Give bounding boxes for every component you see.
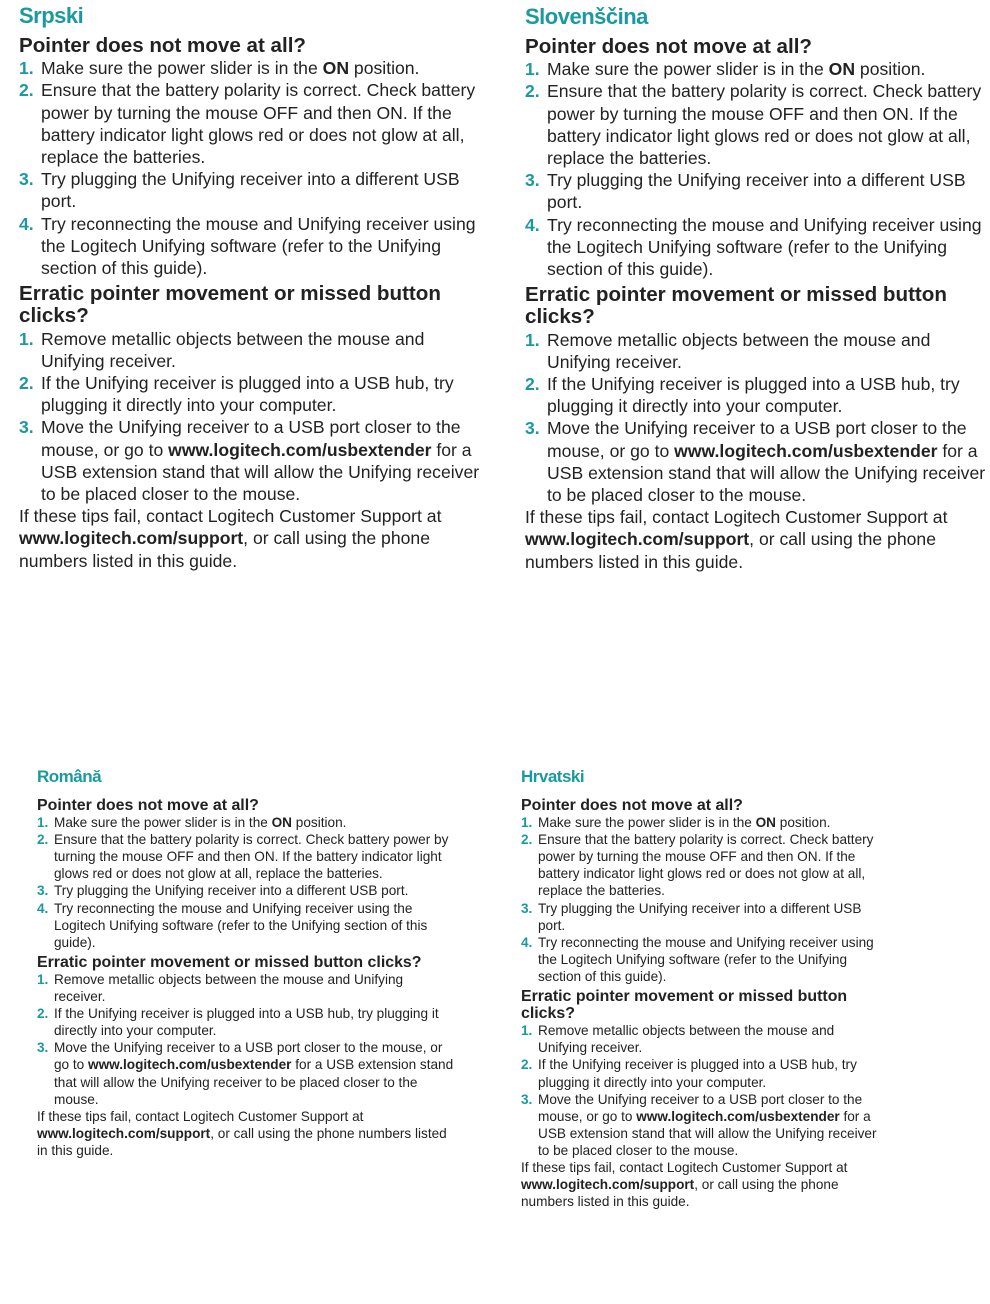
- bold-text: www.logitech.com/support: [19, 528, 244, 549]
- step-number: 3.: [37, 883, 49, 899]
- list-item: [19, 213, 489, 280]
- text-run: If the Unifying receiver is plugged into a USB hub, try plugging it directly into your computer.: [41, 373, 454, 416]
- text-run: Remove metallic objects between the mouse and Unifying receiver.: [54, 971, 404, 1005]
- text-run: , or call using the phone numbers listed in this guide.: [37, 1125, 447, 1158]
- support-tip: [19, 505, 489, 572]
- step-number: 3.: [37, 1040, 49, 1056]
- step-number: 1.: [19, 328, 34, 349]
- question-pointer-not-moving: Pointer does not move at all?: [521, 797, 743, 814]
- step-number: 1.: [525, 329, 540, 350]
- list-item: [37, 971, 457, 1005]
- step-number: 3.: [525, 418, 540, 439]
- list-item: [19, 79, 489, 168]
- text-run: position.: [349, 58, 420, 79]
- bold-text: www.logitech.com/usbextender: [168, 439, 432, 460]
- text-run: Move the Unifying receiver to a USB port closer to the mouse, or go to: [547, 418, 967, 461]
- step-number: 2.: [521, 832, 533, 848]
- step-number: 1.: [521, 1023, 533, 1039]
- question-pointer-not-moving: Pointer does not move at all?: [19, 34, 306, 57]
- list-item: [19, 168, 489, 212]
- question-pointer-not-moving: Pointer does not move at all?: [525, 35, 812, 58]
- text-run: Try reconnecting the mouse and Unifying receiver using the Logitech Unifying software (refer to the Unifying section of this guide).: [538, 934, 874, 984]
- question-erratic-movement: Erratic pointer movement or missed button clicks?: [525, 283, 947, 329]
- list-item: [521, 900, 881, 934]
- text-run: Try plugging the Unifying receiver into a different USB port.: [54, 883, 409, 899]
- list-item: [37, 882, 457, 899]
- steps-list: [37, 814, 457, 951]
- bold-text: www.logitech.com/support: [521, 1177, 695, 1193]
- step-number: 3.: [525, 170, 540, 191]
- steps-list: [525, 329, 990, 507]
- step-number: 1.: [37, 815, 49, 831]
- steps-list: [19, 57, 489, 279]
- text-run: Ensure that the battery polarity is correct. Check battery power by turning the mouse OFF and then ON. If the battery indicator light glows red or does not glow at all, replace the batteries.: [41, 80, 476, 168]
- language-title: Hrvatski: [521, 767, 585, 786]
- list-item: [19, 416, 489, 505]
- question-erratic-movement: Erratic pointer movement or missed button clicks?: [19, 282, 441, 328]
- text-run: If the Unifying receiver is plugged into a USB hub, try plugging it directly into your computer.: [54, 1006, 439, 1039]
- question-erratic-movement: Erratic pointer movement or missed button clicks?: [521, 988, 848, 1023]
- section-slovenscina: [525, 4, 990, 573]
- step-number: 4.: [19, 213, 34, 234]
- step-number: 1.: [37, 971, 49, 987]
- text-run: for a USB extension stand that will allow the Unifying receiver to be placed closer to the mouse.: [54, 1057, 454, 1107]
- text-run: Ensure that the battery polarity is correct. Check battery power by turning the mouse OFF and then ON. If the battery indicator light glows red or does not glow at all, replace the batteries.: [547, 81, 982, 169]
- step-number: 2.: [37, 1006, 49, 1022]
- list-item: [37, 900, 457, 951]
- steps-list: [525, 58, 990, 280]
- question-erratic-movement: Erratic pointer movement or missed button clicks?: [37, 953, 422, 971]
- step-number: 3.: [19, 169, 34, 190]
- list-item: [37, 1039, 457, 1107]
- step-number: 1.: [525, 59, 540, 80]
- text-run: If the Unifying receiver is plugged into a USB hub, try plugging it directly into your computer.: [547, 374, 960, 417]
- step-number: 2.: [525, 374, 540, 395]
- step-number: 4.: [525, 214, 540, 235]
- language-title: Slovenščina: [525, 4, 648, 29]
- step-number: 4.: [37, 900, 49, 916]
- text-run: Try reconnecting the mouse and Unifying receiver using the Logitech Unifying software (refer to the Unifying section of this guide).: [547, 214, 982, 280]
- section-hrvatski: [521, 767, 881, 1210]
- text-run: Move the Unifying receiver to a USB port closer to the mouse, or go to: [41, 417, 461, 460]
- list-item: [525, 58, 990, 80]
- list-item: [525, 169, 990, 213]
- bold-text: ON: [322, 58, 350, 79]
- text-run: Move the Unifying receiver to a USB port closer to the mouse, or go to: [538, 1091, 863, 1124]
- text-run: Make sure the power slider is in the: [41, 58, 323, 79]
- text-run: Make sure the power slider is in the: [547, 59, 829, 80]
- list-item: [19, 57, 489, 79]
- text-run: Move the Unifying receiver to a USB port closer to the mouse, or go to: [54, 1040, 443, 1073]
- step-number: 2.: [19, 373, 34, 394]
- text-run: for a USB extension stand that will allow the Unifying receiver to be placed closer to the mouse.: [41, 439, 480, 505]
- bold-text: www.logitech.com/support: [525, 529, 750, 550]
- section-srpski: [19, 3, 489, 572]
- step-number: 3.: [521, 1091, 533, 1107]
- step-number: 1.: [19, 58, 34, 79]
- list-item: [37, 814, 457, 831]
- list-item: [521, 1056, 881, 1090]
- list-item: [525, 373, 990, 417]
- text-run: If these tips fail, contact Logitech Customer Support at: [521, 1159, 848, 1175]
- list-item: [525, 417, 990, 506]
- list-item: [521, 1091, 881, 1159]
- section-romana: [37, 767, 457, 1159]
- text-run: If these tips fail, contact Logitech Customer Support at: [37, 1108, 364, 1124]
- text-run: position.: [855, 59, 926, 80]
- bold-text: www.logitech.com/usbextender: [674, 440, 938, 461]
- bold-text: www.logitech.com/usbextender: [88, 1057, 292, 1073]
- list-item: [37, 831, 457, 882]
- bold-text: www.logitech.com/support: [37, 1125, 211, 1141]
- list-item: [521, 934, 881, 985]
- bold-text: www.logitech.com/usbextender: [636, 1108, 840, 1124]
- steps-list: [521, 1022, 881, 1159]
- steps-list: [19, 328, 489, 506]
- text-run: , or call using the phone numbers listed in this guide.: [525, 529, 936, 572]
- list-item: [525, 329, 990, 373]
- bold-text: ON: [755, 815, 776, 831]
- list-item: [521, 814, 881, 831]
- list-item: [19, 328, 489, 372]
- text-run: If these tips fail, contact Logitech Customer Support at: [19, 506, 442, 527]
- list-item: [19, 372, 489, 416]
- question-pointer-not-moving: Pointer does not move at all?: [37, 797, 259, 814]
- text-run: Make sure the power slider is in the: [538, 815, 756, 831]
- support-tip: [521, 1159, 881, 1210]
- text-run: for a USB extension stand that will allow the Unifying receiver to be placed closer to the mouse.: [547, 440, 986, 506]
- step-number: 1.: [521, 815, 533, 831]
- support-tip: [525, 506, 990, 573]
- step-number: 2.: [521, 1057, 533, 1073]
- list-item: [37, 1005, 457, 1039]
- text-run: Try plugging the Unifying receiver into a different USB port.: [41, 169, 460, 212]
- support-tip: [37, 1108, 457, 1159]
- language-title: Srpski: [19, 3, 84, 28]
- bold-text: ON: [271, 815, 292, 831]
- text-run: Try plugging the Unifying receiver into a different USB port.: [538, 900, 862, 933]
- language-title: Română: [37, 767, 102, 786]
- step-number: 2.: [525, 81, 540, 102]
- text-run: , or call using the phone numbers listed in this guide.: [19, 528, 430, 571]
- text-run: position.: [292, 815, 347, 831]
- step-number: 4.: [521, 934, 533, 950]
- text-run: position.: [776, 815, 831, 831]
- text-run: Ensure that the battery polarity is correct. Check battery power by turning the mouse OFF and then ON. If the battery indicator light glows red or does not glow at all, replace the batteries.: [54, 832, 449, 882]
- list-item: [521, 1022, 881, 1056]
- text-run: Try plugging the Unifying receiver into a different USB port.: [547, 170, 966, 213]
- text-run: for a USB extension stand that will allow the Unifying receiver to be placed closer to the mouse.: [538, 1108, 877, 1158]
- step-number: 3.: [521, 900, 533, 916]
- text-run: If these tips fail, contact Logitech Customer Support at: [525, 507, 948, 528]
- text-run: Try reconnecting the mouse and Unifying receiver using the Logitech Unifying software (refer to the Unifying section of this guide).: [41, 213, 476, 279]
- text-run: Remove metallic objects between the mouse and Unifying receiver.: [41, 328, 425, 371]
- text-run: Make sure the power slider is in the: [54, 815, 272, 831]
- step-number: 2.: [19, 80, 34, 101]
- bold-text: ON: [828, 59, 856, 80]
- list-item: [521, 831, 881, 899]
- step-number: 2.: [37, 832, 49, 848]
- text-run: Ensure that the battery polarity is correct. Check battery power by turning the mouse OFF and then ON. If the battery indicator light glows red or does not glow at all, replace the batteries.: [538, 832, 874, 899]
- text-run: , or call using the phone numbers listed in this guide.: [521, 1177, 839, 1210]
- text-run: Remove metallic objects between the mouse and Unifying receiver.: [538, 1023, 835, 1056]
- list-item: [525, 80, 990, 169]
- step-number: 3.: [19, 417, 34, 438]
- text-run: Try reconnecting the mouse and Unifying receiver using the Logitech Unifying software (refer to the Unifying section of this guide).: [54, 900, 428, 950]
- steps-list: [521, 814, 881, 985]
- list-item: [525, 214, 990, 281]
- text-run: If the Unifying receiver is plugged into a USB hub, try plugging it directly into your computer.: [538, 1057, 857, 1090]
- text-run: Remove metallic objects between the mouse and Unifying receiver.: [547, 329, 931, 372]
- steps-list: [37, 971, 457, 1108]
